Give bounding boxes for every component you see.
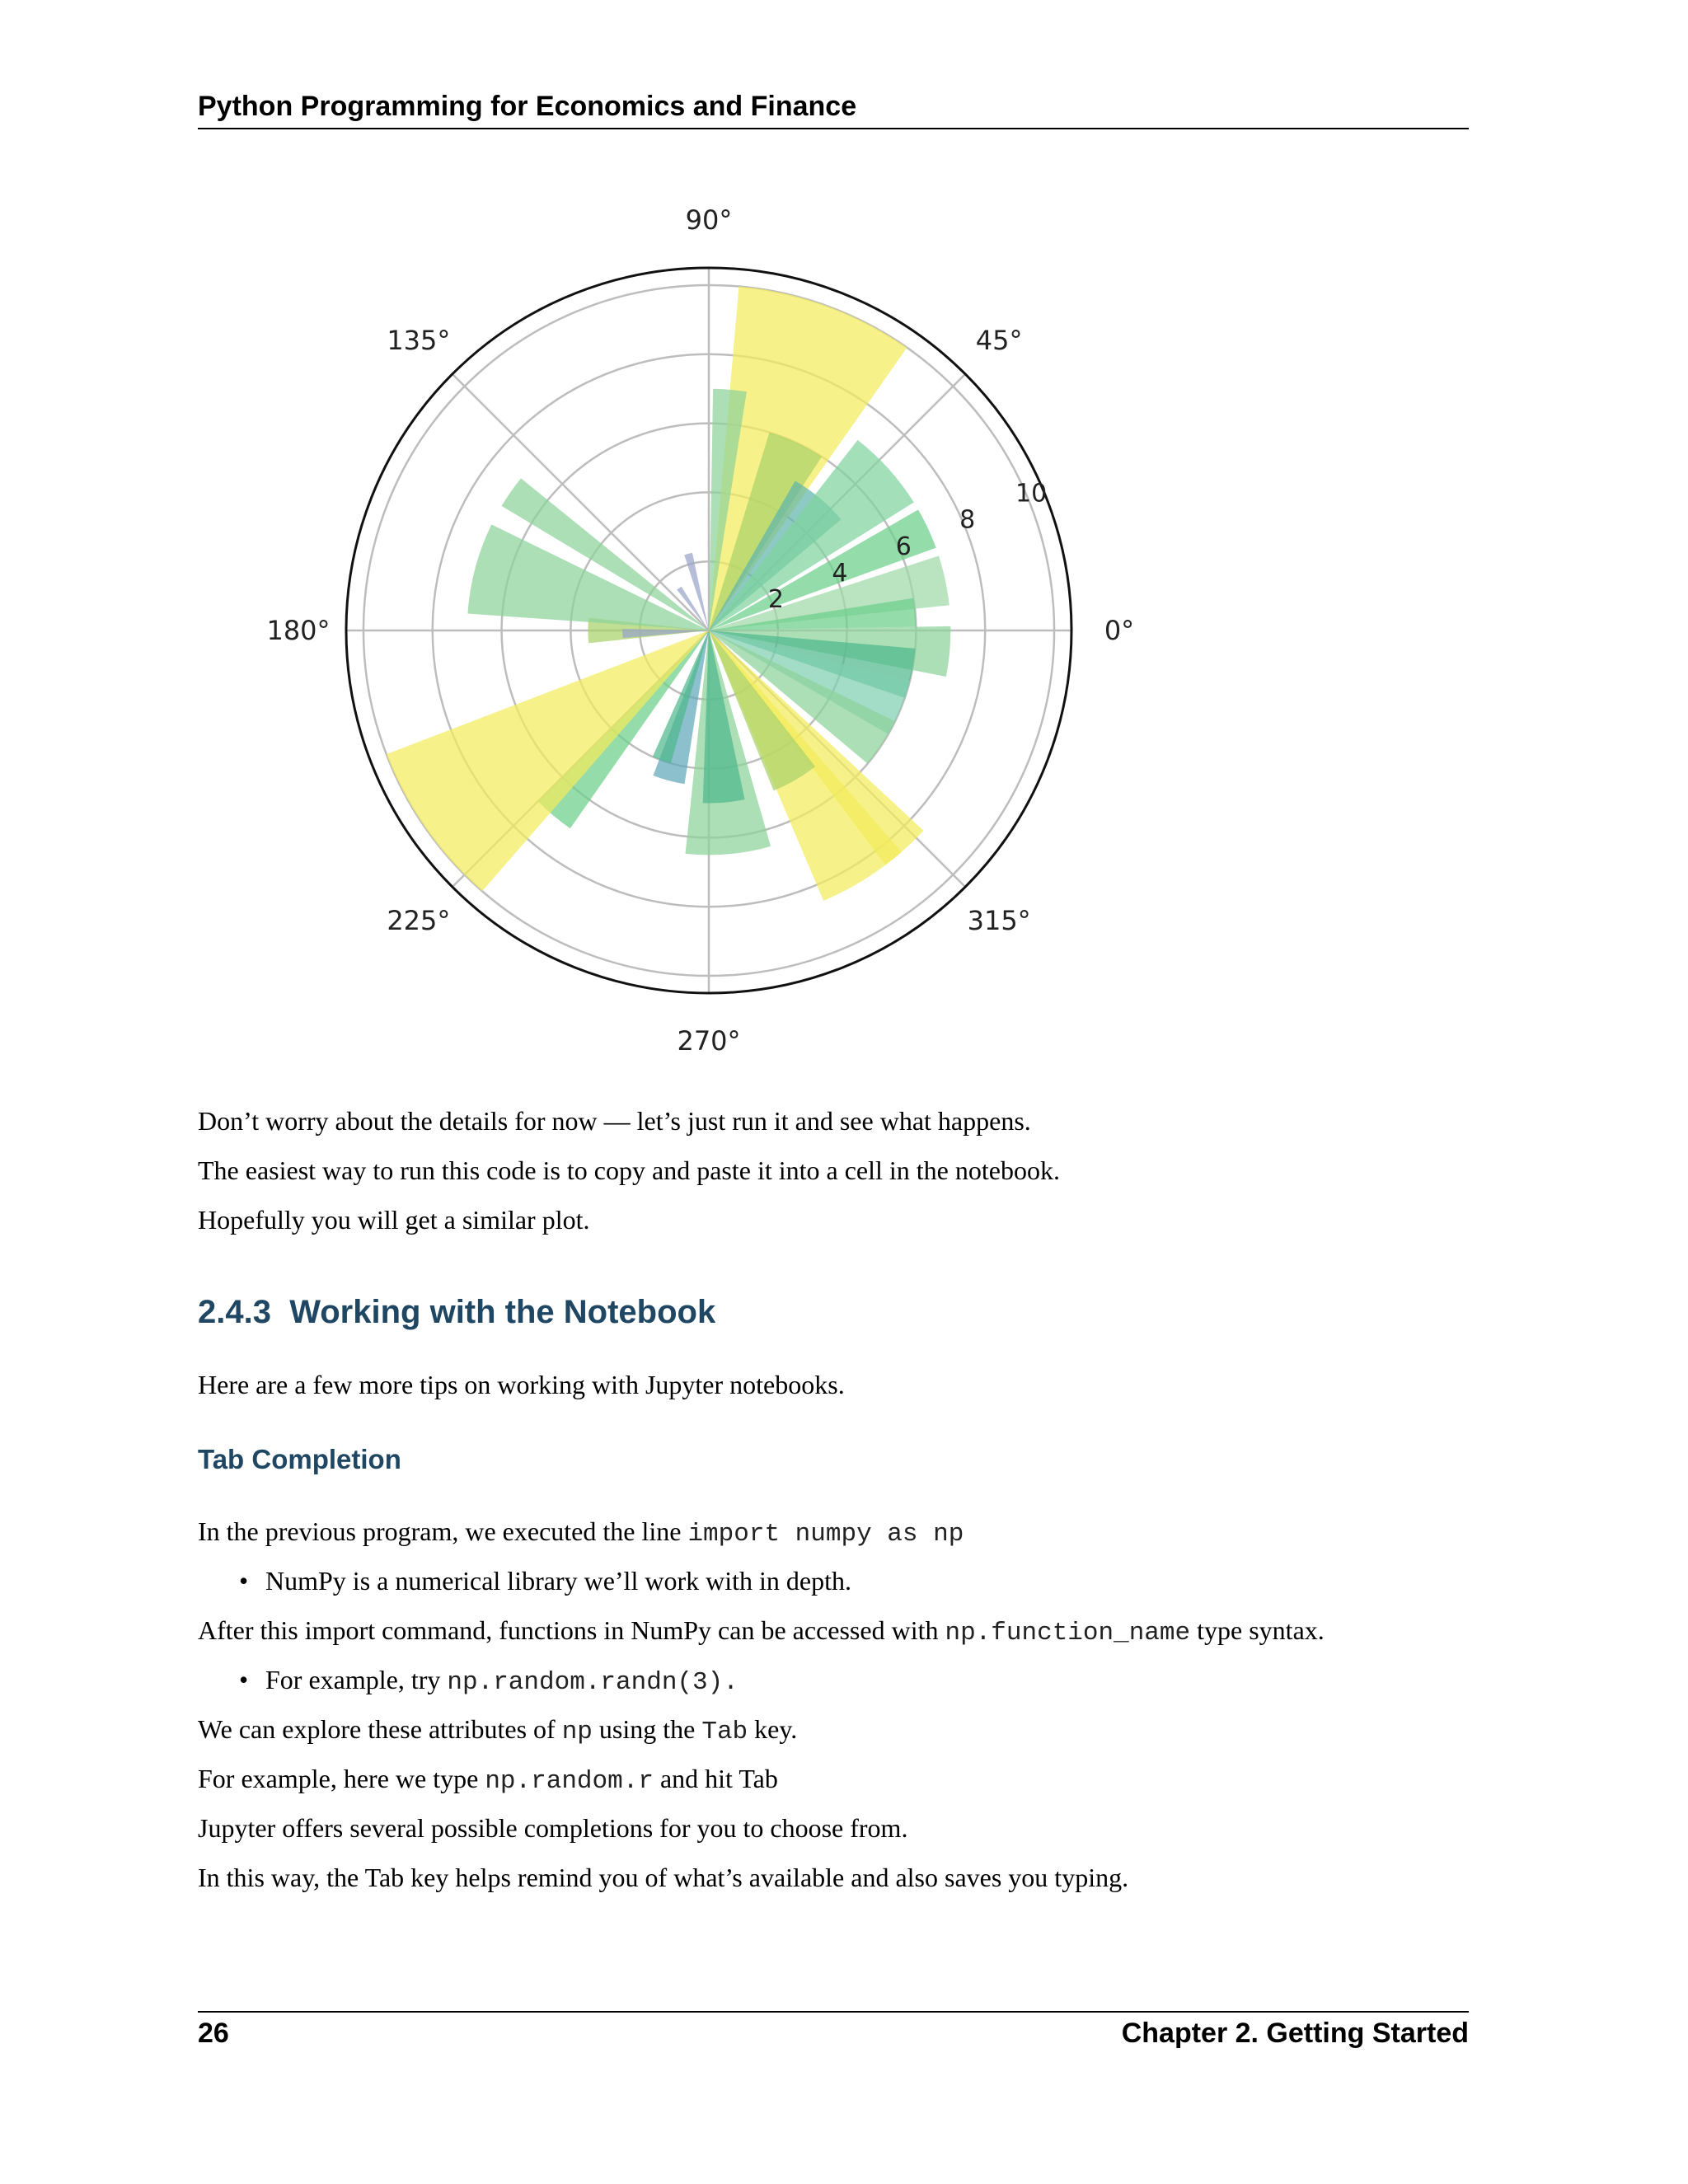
footer-rule <box>198 2011 1469 2013</box>
paragraph-2: The easiest way to run this code is to copy and paste it into a cell in the notebook. <box>198 1155 1060 1185</box>
inline-code: np.random.randn(3). <box>447 1668 738 1697</box>
chapter-label: Chapter 2. Getting Started <box>1121 2018 1469 2049</box>
bullet-1-text: NumPy is a numerical library we’ll work with in depth. <box>265 1566 851 1596</box>
tab-line-4 <box>198 1762 1484 1798</box>
inline-code: import numpy as np <box>687 1520 964 1549</box>
tab-line-4-text-b: and hit Tab <box>653 1764 778 1793</box>
angle-tick-label: 270° <box>677 1025 741 1057</box>
angle-tick-label: 45° <box>975 324 1023 356</box>
inline-code: Tab <box>701 1718 748 1746</box>
running-header: Python Programming for Economics and Finance <box>198 91 1469 129</box>
angle-tick-label: 0° <box>1104 615 1135 646</box>
tab-line-3-text-c: key. <box>748 1714 798 1744</box>
radial-tick-label: 10 <box>1015 479 1048 509</box>
bullet-item-2 <box>239 1663 738 1699</box>
polar-bar-chart <box>260 206 1166 1071</box>
radial-tick-label: 8 <box>959 505 976 535</box>
bullet-dot: • <box>239 1566 249 1596</box>
angle-tick-label: 315° <box>967 905 1031 937</box>
tab-line-4-text-a: For example, here we type <box>198 1764 485 1793</box>
bullet-2-text: For example, try <box>265 1665 448 1694</box>
polar-chart-svg <box>260 206 1166 1071</box>
tab-line-1 <box>198 1515 1484 1551</box>
paragraph-1: Don’t worry about the details for now — let’s just run it and see what happens. <box>198 1106 1031 1136</box>
tab-line-1-text: In the previous program, we executed the line <box>198 1516 688 1546</box>
tab-line-2-text-a: After this import command, functions in NumPy can be accessed with <box>198 1615 945 1645</box>
paragraph-3: Hopefully you will get a similar plot. <box>198 1205 590 1235</box>
bullet-dot: • <box>239 1665 249 1694</box>
tab-line-3-text-a: We can explore these attributes of <box>198 1714 562 1744</box>
tab-line-3-text-b: using the <box>592 1714 702 1744</box>
tab-line-5: Jupyter offers several possible completions for you to choose from. <box>198 1813 908 1843</box>
angle-tick-label: 180° <box>266 615 331 646</box>
tab-line-2-text-b: type syntax. <box>1190 1615 1325 1645</box>
angle-tick-label: 90° <box>685 206 733 236</box>
angle-tick-label: 135° <box>387 324 451 356</box>
subsection-heading: Tab Completion <box>198 1444 401 1474</box>
tab-line-2 <box>198 1614 1484 1650</box>
inline-code: np.random.r <box>485 1767 654 1796</box>
section-intro: Here are a few more tips on working with Jupyter notebooks. <box>198 1370 845 1399</box>
angle-tick-label: 225° <box>387 905 451 937</box>
inline-code: np <box>561 1718 593 1746</box>
section-number: 2.4.3 <box>198 1294 271 1330</box>
tab-line-6: In this way, the Tab key helps remind you of what’s available and also saves you typing. <box>198 1863 1129 1892</box>
tab-line-3 <box>198 1713 1484 1749</box>
section-title: Working with the Notebook <box>289 1294 716 1330</box>
radial-tick-label: 6 <box>895 532 912 561</box>
radial-tick-label: 2 <box>767 584 784 614</box>
page-number: 26 <box>198 2018 229 2049</box>
inline-code: np.function_name <box>945 1619 1191 1647</box>
radial-tick-label: 4 <box>832 558 848 588</box>
section-heading <box>198 1294 715 1331</box>
bullet-item-1 <box>239 1564 851 1597</box>
